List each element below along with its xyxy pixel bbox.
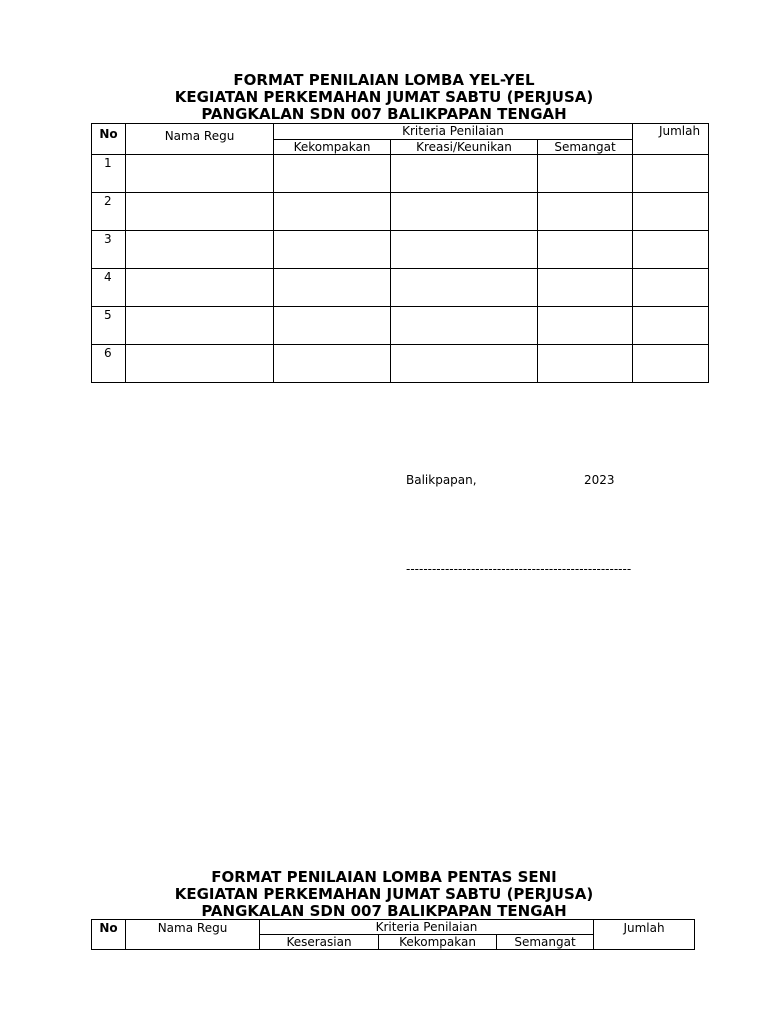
header-no: No	[92, 124, 126, 155]
table-row	[92, 269, 709, 307]
form1-title-line-2: KEGIATAN PERKEMAHAN JUMAT SABTU (PERJUSA)	[174, 88, 594, 106]
cell-kekompakan	[274, 269, 391, 307]
header-no: No	[92, 920, 126, 950]
table-row	[92, 193, 709, 231]
table-row	[92, 307, 709, 345]
cell-semangat	[538, 307, 633, 345]
header-jumlah: Jumlah	[633, 124, 709, 155]
cell-jumlah	[633, 307, 709, 345]
cell-kekompakan	[274, 193, 391, 231]
header-keserasian: Keserasian	[260, 935, 379, 950]
table-row	[92, 231, 709, 269]
cell-kreasi	[391, 269, 538, 307]
header-kreasi-keunikan: Kreasi/Keunikan	[391, 140, 538, 155]
form1-title-line-3: PANGKALAN SDN 007 BALIKPAPAN TENGAH	[201, 105, 567, 123]
row-number: 2	[92, 193, 126, 231]
cell-kreasi	[391, 193, 538, 231]
row-number: 5	[92, 307, 126, 345]
form1-title-line-1: FORMAT PENILAIAN LOMBA YEL-YEL	[233, 71, 535, 89]
form2-title-line-2: KEGIATAN PERKEMAHAN JUMAT SABTU (PERJUSA)	[174, 885, 594, 903]
cell-kekompakan	[274, 345, 391, 383]
cell-semangat	[538, 345, 633, 383]
cell-kekompakan	[274, 155, 391, 193]
cell-semangat	[538, 193, 633, 231]
row-number: 6	[92, 345, 126, 383]
table-row	[92, 155, 709, 193]
cell-nama-regu	[126, 231, 274, 269]
cell-nama-regu	[126, 193, 274, 231]
form2-score-table	[91, 919, 695, 950]
form2-title	[0, 869, 768, 920]
signature-year: 2023	[584, 473, 615, 487]
form2-title-line-1: FORMAT PENILAIAN LOMBA PENTAS SENI	[211, 868, 557, 886]
cell-nama-regu	[126, 269, 274, 307]
form1-score-table	[91, 123, 709, 383]
cell-nama-regu	[126, 155, 274, 193]
header-kekompakan: Kekompakan	[274, 140, 391, 155]
cell-kekompakan	[274, 231, 391, 269]
row-number: 3	[92, 231, 126, 269]
cell-jumlah	[633, 193, 709, 231]
row-number: 1	[92, 155, 126, 193]
cell-jumlah	[633, 155, 709, 193]
header-kriteria-penilaian: Kriteria Penilaian	[274, 124, 633, 140]
cell-semangat	[538, 155, 633, 193]
cell-nama-regu	[126, 345, 274, 383]
cell-kreasi	[391, 231, 538, 269]
cell-jumlah	[633, 269, 709, 307]
cell-kreasi	[391, 307, 538, 345]
cell-jumlah	[633, 345, 709, 383]
header-kekompakan: Kekompakan	[379, 935, 497, 950]
header-nama-regu: Nama Regu	[126, 124, 274, 155]
header-semangat: Semangat	[497, 935, 594, 950]
cell-semangat	[538, 269, 633, 307]
signature-date	[406, 473, 615, 487]
signature-line: ----------------------------------------------------	[406, 562, 632, 576]
header-jumlah: Jumlah	[594, 920, 695, 950]
signature-place: Balikpapan,	[406, 473, 477, 487]
cell-nama-regu	[126, 307, 274, 345]
cell-kreasi	[391, 345, 538, 383]
row-number: 4	[92, 269, 126, 307]
cell-kekompakan	[274, 307, 391, 345]
form2-title-line-3: PANGKALAN SDN 007 BALIKPAPAN TENGAH	[201, 902, 567, 920]
cell-jumlah	[633, 231, 709, 269]
table-row	[92, 345, 709, 383]
header-kriteria-penilaian: Kriteria Penilaian	[260, 920, 594, 935]
cell-kreasi	[391, 155, 538, 193]
form1-title	[0, 72, 768, 123]
cell-semangat	[538, 231, 633, 269]
header-semangat: Semangat	[538, 140, 633, 155]
header-nama-regu: Nama Regu	[126, 920, 260, 950]
